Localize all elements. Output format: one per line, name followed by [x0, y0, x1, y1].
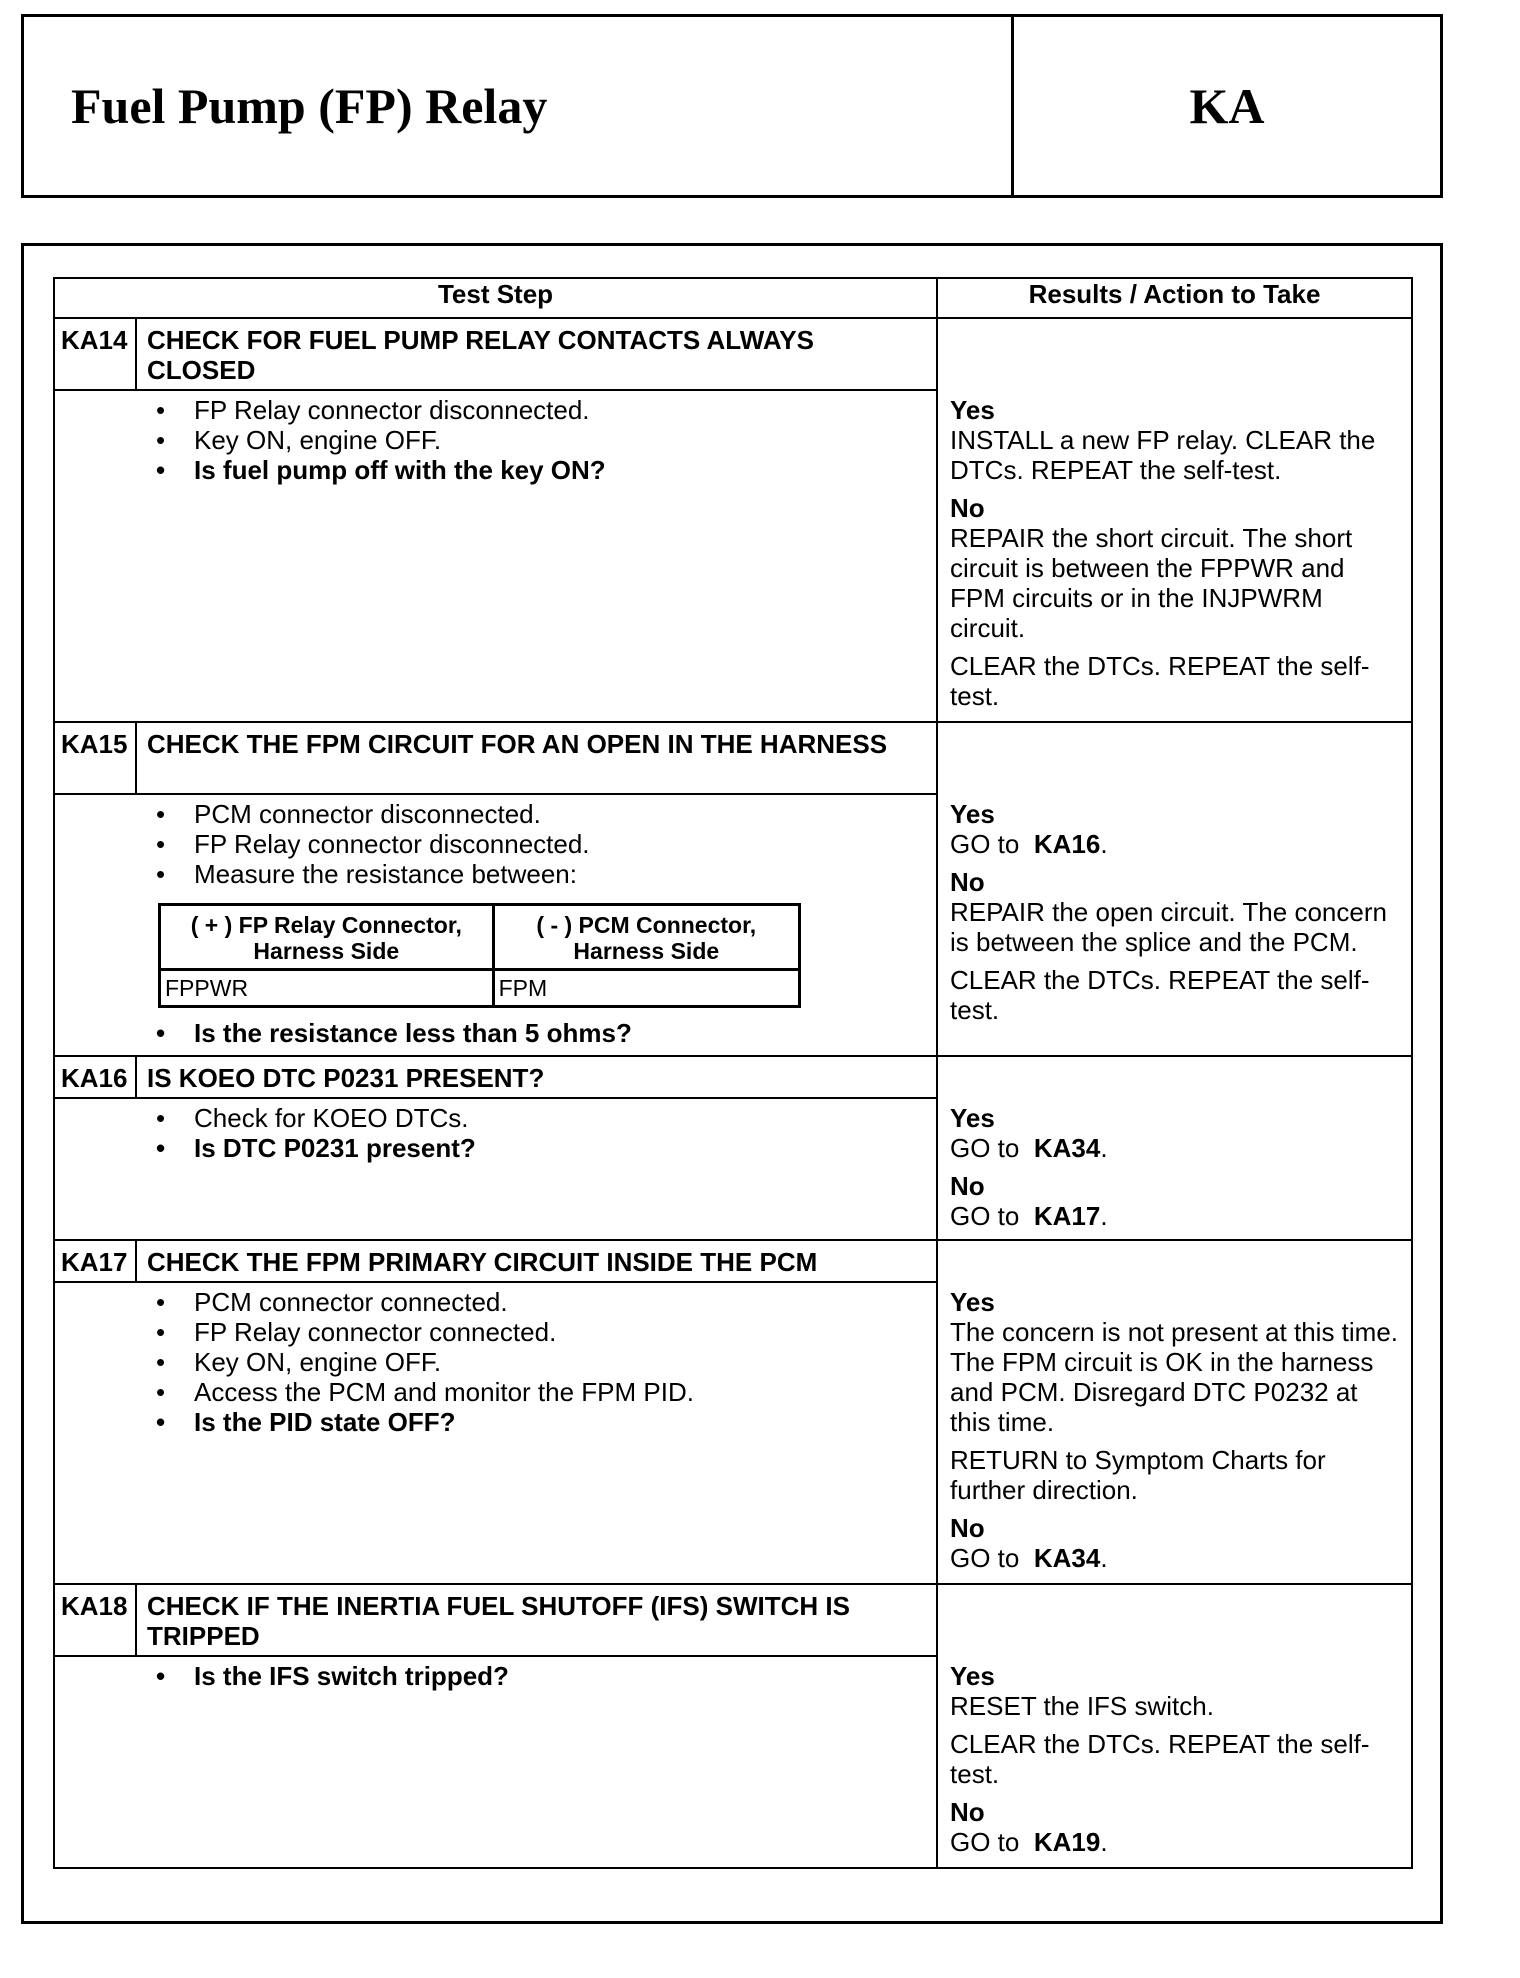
- step-id: KA15: [54, 722, 136, 794]
- section-code: KA: [1189, 78, 1265, 134]
- step-title: IS KOEO DTC P0231 PRESENT?: [136, 1056, 937, 1098]
- yes-label: Yes: [950, 1287, 995, 1317]
- sub-cell: FPM: [493, 970, 799, 1007]
- list-item: • FP Relay connector connected.: [194, 1317, 928, 1347]
- no-text-2: CLEAR the DTCs. REPEAT the self-test.: [950, 651, 1370, 711]
- step-checklist: [146, 1103, 928, 1163]
- list-item: • FP Relay connector disconnected.: [194, 829, 928, 859]
- step-title: CHECK IF THE INERTIA FUEL SHUTOFF (IFS) SWITCH IS TRIPPED: [136, 1584, 937, 1656]
- step-results: Yes GO to KA34. No GO to KA17.: [937, 1056, 1412, 1240]
- step-ka18-title-row: [54, 1584, 1412, 1656]
- no-label: No: [950, 1797, 985, 1827]
- list-item: • Is the IFS switch tripped?: [194, 1661, 928, 1691]
- col-test-step: Test Step: [54, 278, 937, 318]
- goto-target[interactable]: KA19: [1033, 1827, 1101, 1857]
- table-header-row: [54, 278, 1412, 318]
- step-title: CHECK THE FPM PRIMARY CIRCUIT INSIDE THE PCM: [136, 1240, 937, 1282]
- list-item: • PCM connector connected.: [194, 1287, 928, 1317]
- no-label: No: [950, 1171, 985, 1201]
- step-ka16-title-row: [54, 1056, 1412, 1098]
- goto-text: GO to: [950, 1827, 1020, 1857]
- goto-target[interactable]: KA34: [1033, 1133, 1101, 1163]
- yes-text: RESET the IFS switch.: [950, 1691, 1214, 1721]
- step-id: KA14: [54, 318, 136, 390]
- list-item: • Key ON, engine OFF.: [194, 1347, 928, 1377]
- step-results: Yes RESET the IFS switch. CLEAR the DTCs. REPEAT the self-test. No GO to KA19.: [937, 1584, 1412, 1868]
- goto-text: GO to: [950, 829, 1020, 859]
- yes-label: Yes: [950, 1103, 995, 1133]
- no-label: No: [950, 493, 985, 523]
- step-results: Yes GO to KA16. No REPAIR the open circuit. The concern is between the splice and the PCM. CLEAR the DTCs. REPEAT the self-test.: [937, 722, 1412, 1056]
- sub-col-positive: ( + ) FP Relay Connector, Harness Side: [160, 905, 494, 970]
- goto-target[interactable]: KA34: [1033, 1543, 1101, 1573]
- no-text-2: CLEAR the DTCs. REPEAT the self-test.: [950, 965, 1370, 1025]
- no-text: REPAIR the open circuit. The concern is between the splice and the PCM.: [950, 897, 1387, 957]
- yes-label: Yes: [950, 1661, 995, 1691]
- list-item: • Check for KOEO DTCs.: [194, 1103, 928, 1133]
- goto-text: GO to: [950, 1201, 1020, 1231]
- yes-text: The concern is not present at this time. The FPM circuit is OK in the harness and PCM. Disregard DTC P0232 at this time.: [950, 1317, 1399, 1437]
- list-item: • Access the PCM and monitor the FPM PID.: [194, 1377, 928, 1407]
- list-item: • Is fuel pump off with the key ON?: [194, 455, 928, 485]
- step-id: KA17: [54, 1240, 136, 1282]
- step-id: KA16: [54, 1056, 136, 1098]
- step-checklist: [146, 395, 928, 485]
- page-title: Fuel Pump (FP) Relay: [24, 17, 1014, 195]
- yes-text: INSTALL a new FP relay. CLEAR the DTCs. REPEAT the self-test.: [950, 425, 1376, 485]
- test-step-table: [53, 277, 1413, 1869]
- step-ka15-title-row: [54, 722, 1412, 794]
- list-item: • Is the PID state OFF?: [194, 1407, 928, 1437]
- list-item: • Is the resistance less than 5 ohms?: [194, 1018, 928, 1048]
- goto-target[interactable]: KA16: [1033, 829, 1101, 859]
- sub-col-negative: ( - ) PCM Connector, Harness Side: [493, 905, 799, 970]
- list-item: • Is DTC P0231 present?: [194, 1133, 928, 1163]
- resistance-table: [158, 903, 801, 1008]
- goto-text: GO to: [950, 1133, 1020, 1163]
- step-results: [937, 318, 1412, 722]
- list-item: • Measure the resistance between:: [194, 859, 928, 889]
- yes-text-2: CLEAR the DTCs. REPEAT the self-test.: [950, 1729, 1370, 1789]
- yes-label: Yes: [950, 799, 995, 829]
- step-id: KA18: [54, 1584, 136, 1656]
- no-text: REPAIR the short circuit. The short circuit is between the FPPWR and FPM circuits or in the INJPWRM circuit.: [950, 523, 1353, 643]
- col-results: Results / Action to Take: [937, 278, 1412, 318]
- step-title: CHECK THE FPM CIRCUIT FOR AN OPEN IN THE HARNESS: [136, 722, 937, 794]
- header-box: [21, 14, 1443, 198]
- no-label: No: [950, 867, 985, 897]
- step-ka14-title-row: [54, 318, 1412, 390]
- list-item: • PCM connector disconnected.: [194, 799, 928, 829]
- goto-text: GO to: [950, 1543, 1020, 1573]
- goto-target[interactable]: KA17: [1033, 1201, 1101, 1231]
- yes-text-2: RETURN to Symptom Charts for further direction.: [950, 1445, 1326, 1505]
- step-checklist: [146, 1287, 928, 1437]
- step-title: CHECK FOR FUEL PUMP RELAY CONTACTS ALWAYS CLOSED: [136, 318, 937, 390]
- list-item: • Key ON, engine OFF.: [194, 425, 928, 455]
- sub-cell: FPPWR: [160, 970, 494, 1007]
- step-checklist: [146, 799, 928, 889]
- step-question: [146, 1018, 928, 1048]
- list-item: • FP Relay connector disconnected.: [194, 395, 928, 425]
- step-results: Yes The concern is not present at this time. The FPM circuit is OK in the harness and PCM. Disregard DTC P0232 at this time. RETURN to Symptom Charts for further direction. No GO to KA34.: [937, 1240, 1412, 1584]
- step-ka17-title-row: [54, 1240, 1412, 1282]
- yes-label: Yes: [950, 395, 995, 425]
- step-checklist: [146, 1661, 928, 1691]
- no-label: No: [950, 1513, 985, 1543]
